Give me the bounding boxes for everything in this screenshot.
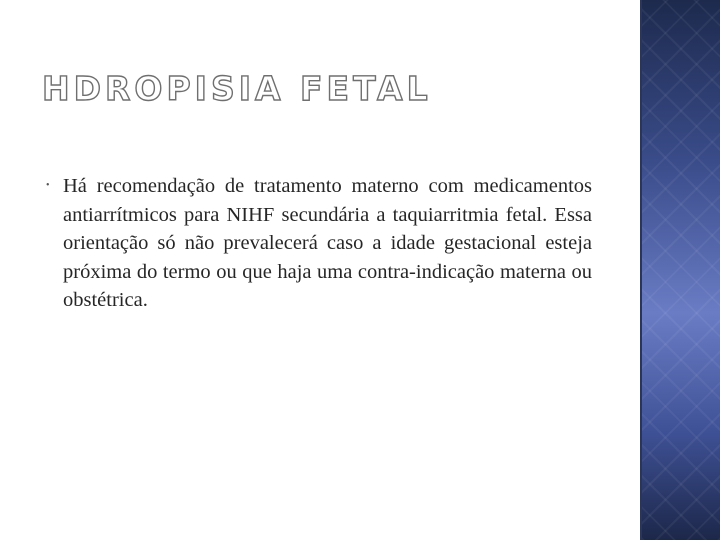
slide-title: HDROPISIA FETAL [42, 69, 432, 108]
slide-body [46, 172, 592, 315]
bullet-text: Há recomendação de tratamento materno com medicamentos antiarrítmicos para NIHF secundária a taquiarritmia fetal. Essa orientação só não prevalecerá caso a idade gestacional esteja próxima do termo ou que haja uma contra-indicação materna ou obstétrica. [63, 175, 592, 311]
bullet-item [46, 172, 592, 315]
decorative-side-panel [640, 0, 720, 540]
bullet-icon: • [46, 180, 50, 191]
